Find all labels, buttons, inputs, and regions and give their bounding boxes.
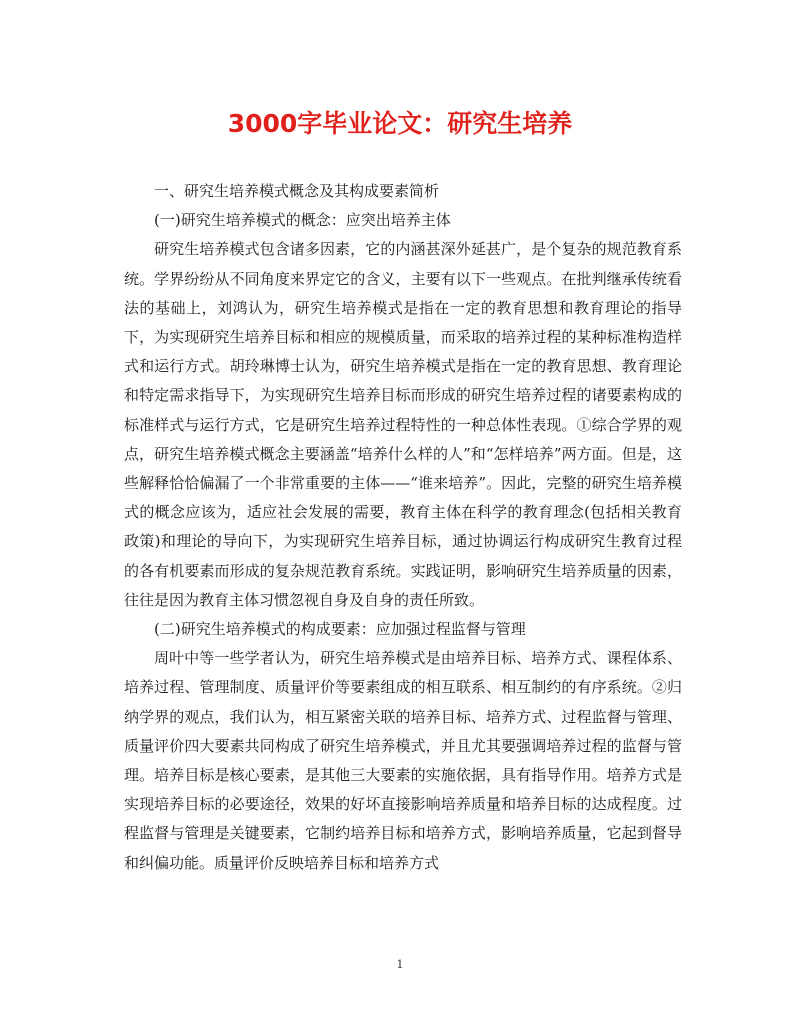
body-paragraph-2: 周叶中等一些学者认为，研究生培养模式是由培养目标、培养方式、课程体系、培养过程、管理制度、质量评价等要素组成的相互联系、相互制约的有序系统。②归纳学界的观点，我们认为，相互紧密关联的培养目标、培养方式、过程监督与管理、质量评价四大要素共同构成了研究生培养模式，并且尤其要强调培养过程的监督与管理。培养目标是核心要素，是其他三大要素的实施依据，具有指导作用。培养方式是实现培养目标的必要途径，效果的好坏直接影响培养质量和培养目标的达成程度。过程监督与管理是关键要素，它制约培养目标和培养方式，影响培养质量，它起到督导和纠偏功能。质量评价反映培养目标和培养方式 (124, 649, 682, 872)
document-title: 3000字毕业论文：研究生培养 (227, 109, 573, 138)
section-heading-1: 一、研究生培养模式概念及其构成要素简析 (154, 182, 440, 200)
subsection-heading-2: (二)研究生培养模式的构成要素：应加强过程监督与管理 (154, 620, 526, 639)
body-paragraph-1: 研究生培养模式包含诸多因素，它的内涵甚深外延甚广，是个复杂的规范教育系统。学界纷纷从不同角度来界定它的含义，主要有以下一些观点。在批判继承传统看法的基础上，刘鸿认为，研究生培养模式是指在一定的教育思想和教育理论的指导下，为实现研究生培养目标和相应的规模质量，而采取的培养过程的某种标准构造样式和运行方式。胡玲琳博士认为，研究生培养模式是指在一定的教育思想、教育理论和特定需求指导下，为实现研究生培养目标而形成的研究生培养过程的诸要素构成的标准样式与运行方式，它是研究生培养过程特性的一种总体性表现。①综合学界的观点，研究生培养模式概念主要涵盖“培养什么样的人”和“怎样培养”两方面。但是，这些解释恰恰偏漏了一个非常重要的主体——“谁来培养”。因此，完整的研究生培养模式的概念应该为，适应社会发展的需要，教育主体在科学的教育理念(包括相关教育政策)和理论的导向下，为实现研究生培养目标，通过协调运行构成研究生教育过程的各有机要素而形成的复杂规范教育系统。实践证明，影响研究生培养质量的因素，往往是因为教育主体习惯忽视自身及自身的责任所致。 (124, 240, 682, 609)
document-body (124, 177, 682, 878)
subsection-heading-1: (一)研究生培养模式的概念：应突出培养主体 (154, 211, 451, 230)
page-number: 1 (396, 958, 404, 971)
